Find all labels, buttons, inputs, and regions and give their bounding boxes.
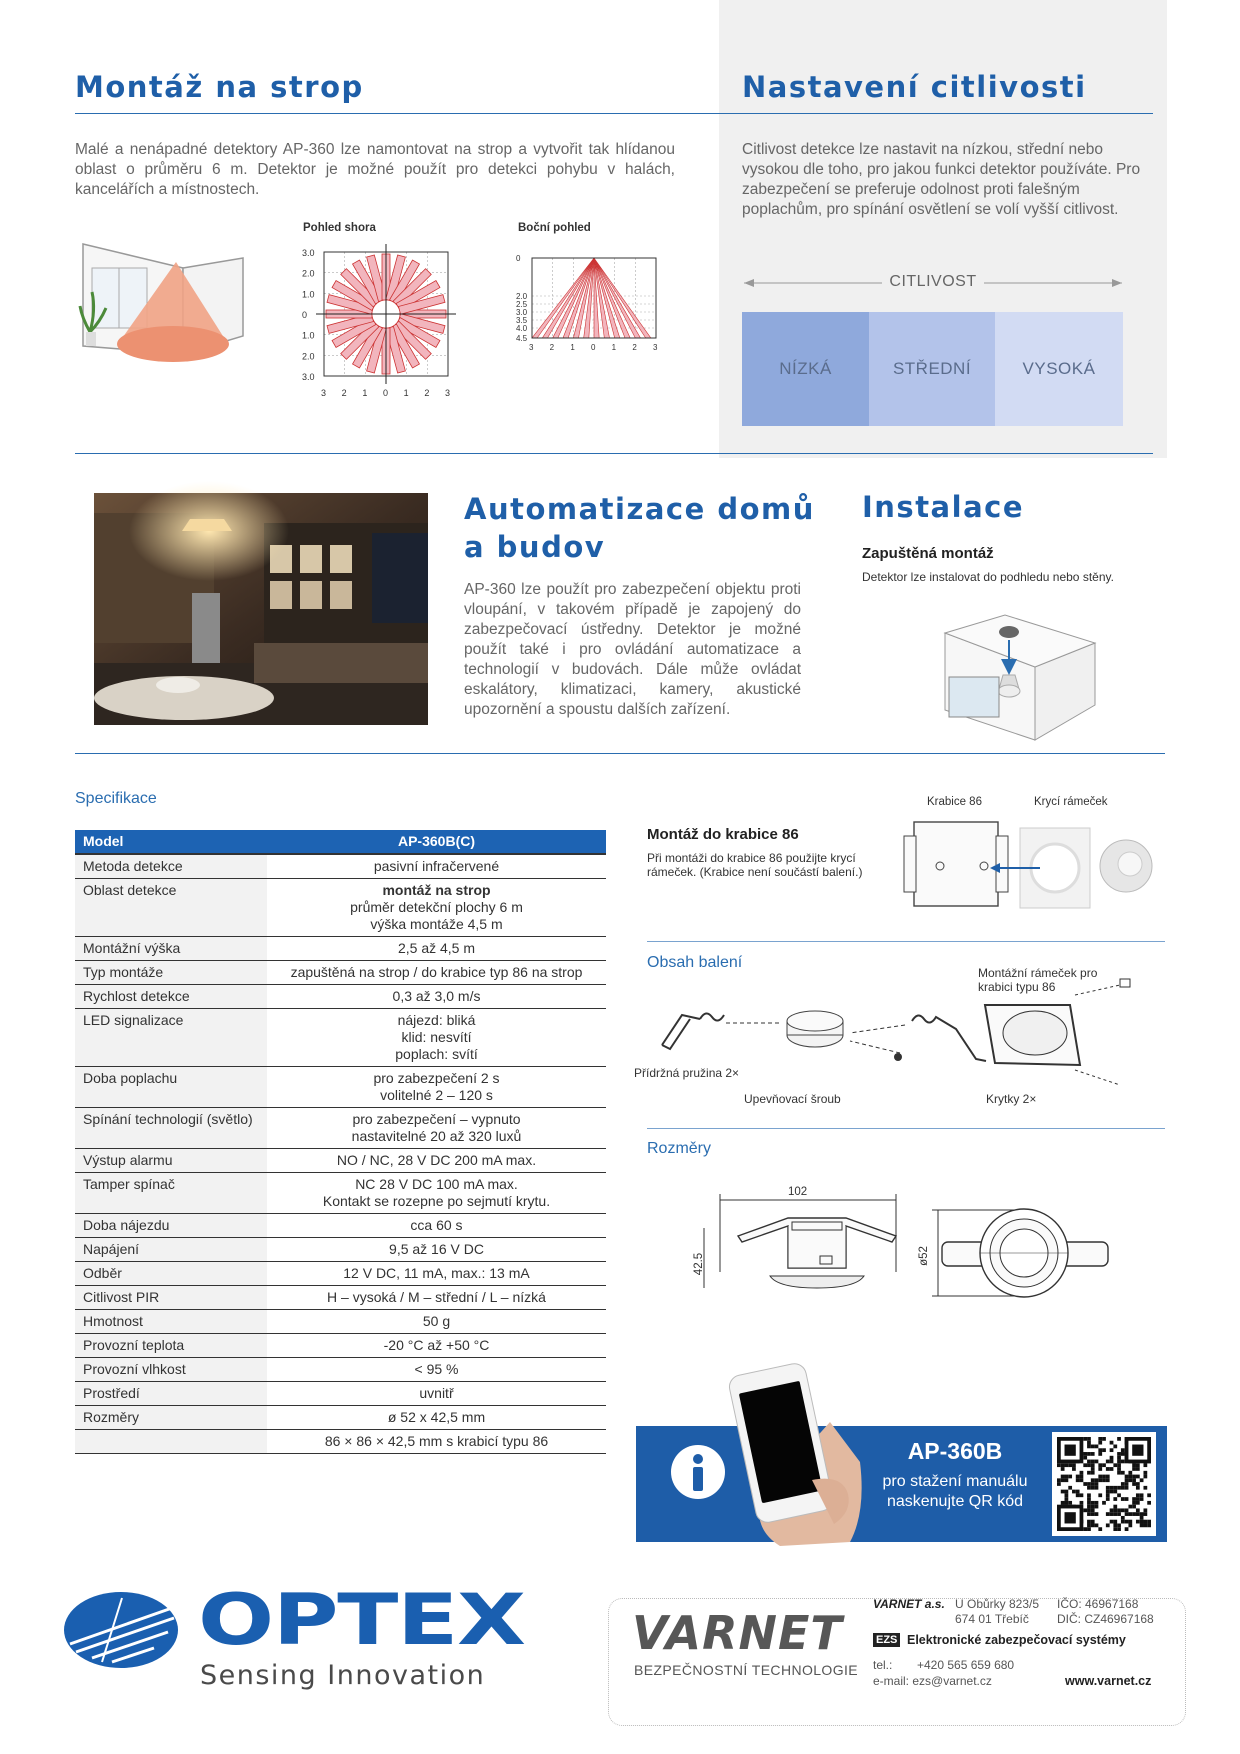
spec-value-line: průměr detekční plochy 6 m [350,899,523,915]
spec-value-line: pro zabezpečení 2 s [373,1070,500,1086]
spec-header-key: Model [75,830,267,854]
ezs-badge: EZS [873,1633,900,1647]
covers-label: Krytky 2× [986,1092,1037,1106]
recessed-mount-illustration [945,615,1105,745]
x-tick-label: 3 [445,388,451,398]
tel-label: tel.: [873,1658,893,1672]
y-tick-label: 0 [516,254,521,263]
spec-value-line: NO / NC, 28 V DC 200 mA max. [336,1152,537,1168]
phone-in-hand-image [720,1360,870,1550]
spec-row [75,1149,606,1173]
y-tick-label: 2.5 [516,300,528,309]
x-tick-label: 2 [424,388,430,398]
spec-row [75,854,606,879]
box86-label: Krabice 86 [927,796,982,808]
spec-row [75,1009,606,1067]
y-tick-label: 1.0 [302,330,315,341]
x-tick-label: 2 [549,343,555,352]
spec-key: Rozměry [75,1406,267,1430]
box86-text: Při montáži do krabice 86 použijte krycí rámeček. (Krabice není součástí balení.) [647,851,863,879]
install-subtitle: Zapuštěná montáž [862,545,994,562]
spec-value [267,937,606,961]
spec-key: Citlivost PIR [75,1286,267,1310]
install-title: Instalace [862,490,1024,524]
banner-text [866,1472,1044,1512]
spec-key [75,1430,267,1454]
spec-key: Spínání technologií (světlo) [75,1108,267,1149]
spec-row [75,1108,606,1149]
spec-row [75,1238,606,1262]
mount-title: Montáž na strop [75,70,364,104]
y-tick-label: 3.0 [516,308,528,317]
x-tick-label: 2 [341,388,347,398]
spec-row [75,1358,606,1382]
spec-value-line: klid: nesvítí [401,1029,472,1045]
spec-value [267,1238,606,1262]
spec-value-line: poplach: svítí [395,1046,478,1062]
y-tick-label: 2.0 [302,351,315,362]
y-tick-label: 3.0 [302,248,315,258]
spec-value-line: 12 V DC, 11 mA, max.: 13 mA [343,1265,530,1281]
banner-line2: naskenujte QR kód [886,1493,1024,1510]
x-tick-label: 0 [383,388,389,398]
x-tick-label: 1 [403,388,409,398]
sensitivity-low: NÍZKÁ [742,312,869,426]
x-tick-label: 2 [632,343,637,352]
spec-row [75,879,606,937]
tel-number[interactable]: +420 565 659 680 [917,1658,1015,1672]
varnet-company: VARNET a.s. [873,1597,945,1611]
email[interactable]: e-mail: ezs@varnet.cz [873,1674,992,1688]
spec-value-line: < 95 % [414,1361,459,1377]
y-tick-label: 4.0 [516,324,528,333]
top-view-label: Pohled shora [303,222,376,234]
spec-key: Montážní výška [75,937,267,961]
spec-key: Doba poplachu [75,1067,267,1108]
varnet-address-line1: U Obůrky 823/5 [955,1597,1040,1611]
spec-row [75,1262,606,1286]
mount-text: Malé a nenápadné detektory AP-360 lze namontovat na strop a vytvořit tak hlídanou oblast o průměru 6 m. Detektor je možné použít pro detekci pohybu v halách, kancelářích a místnostech. [75,141,675,198]
spec-value-line: H – vysoká / M – střední / L – nízká [327,1289,546,1305]
qr-code[interactable] [1052,1432,1156,1536]
y-tick-label: 0 [302,310,308,320]
optex-tagline: Sensing Innovation [200,1660,486,1691]
spec-value-line: nastavitelné 20 až 320 luxů [351,1128,522,1144]
automation-title-line2: a budov [464,530,606,564]
mounting-frame-label: Montážní rámeček pro krabici typu 86 [978,966,1098,994]
spec-value [267,1430,606,1454]
box86-illustration [900,814,1160,914]
spec-value-line: pro zabezpečení – vypnuto [352,1111,521,1127]
sensitivity-high: VYSOKÁ [995,312,1123,426]
side-view-chart [518,254,688,374]
varnet-address [955,1597,1039,1627]
spec-key: Provozní teplota [75,1334,267,1358]
spec-value [267,1286,606,1310]
y-tick-label: 3.5 [516,316,528,325]
spec-row [75,1406,606,1430]
smart-home-photo [94,493,428,725]
spec-value [267,985,606,1009]
automation-title [464,490,815,566]
spec-key: Oblast detekce [75,879,267,937]
spring-label: Přídržná pružina 2× [634,1066,740,1080]
spec-value [267,1009,606,1067]
optex-logo: OPTEX [198,1579,525,1661]
info-icon [670,1444,726,1500]
spec-key: Napájení [75,1238,267,1262]
top-view-chart [302,248,482,418]
varnet-address-line2: 674 01 Třebíč [955,1612,1029,1626]
box86-title: Montáž do krabice 86 [647,826,799,843]
side-dimension-drawing [690,1192,910,1302]
spec-value [267,1382,606,1406]
x-tick-label: 0 [591,343,596,352]
spec-row [75,1173,606,1214]
spec-value-line: 0,3 až 3,0 m/s [392,988,481,1004]
spec-value [267,1310,606,1334]
spec-row [75,1382,606,1406]
x-tick-label: 1 [362,388,368,398]
ezs-text: Elektronické zabezpečovací systémy [907,1633,1126,1647]
spec-value [267,1067,606,1108]
spec-value-line: montáž na strop [382,882,491,898]
spec-value-line: uvnitř [419,1385,454,1401]
spec-header-value: AP-360B(C) [267,830,606,854]
spec-value [267,1334,606,1358]
spec-row [75,1067,606,1108]
x-tick-label: 1 [570,343,575,352]
ceiling-mount-illustration [78,236,248,376]
spec-value-line: ø 52 x 42,5 mm [387,1409,486,1425]
frame-label: Krycí rámeček [1034,796,1108,808]
spec-key: Odběr [75,1262,267,1286]
spec-value [267,1262,606,1286]
banner-model: AP-360B [907,1438,1003,1464]
spec-key: Doba nájezdu [75,1214,267,1238]
qr-code-pattern [1057,1437,1151,1531]
spec-value-line: 50 g [422,1313,451,1329]
spec-row [75,1286,606,1310]
spec-key: Provozní vlhkost [75,1358,267,1382]
dim-diameter: ø52 [917,1246,930,1266]
spec-key: LED signalizace [75,1009,267,1067]
top-dimension-drawing [924,1198,1124,1308]
varnet-subtitle: BEZPEČNOSTNÍ TECHNOLOGIE [634,1662,859,1678]
divider [75,113,719,114]
package-title: Obsah balení [647,954,743,971]
spec-value [267,1214,606,1238]
spec-value-line: volitelné 2 – 120 s [380,1087,493,1103]
spec-value [267,1173,606,1214]
spec-value [267,961,606,985]
spec-value [267,854,606,879]
spec-row [75,985,606,1009]
spec-row [75,1430,606,1454]
varnet-dic: DIČ: CZ46967168 [1057,1612,1154,1626]
dims-title: Rozměry [647,1140,712,1157]
spec-key: Typ montáže [75,961,267,985]
varnet-ico: IČO: 46967168 [1057,1597,1139,1611]
varnet-logo: VARNET [632,1606,843,1660]
y-tick-label: 3.0 [302,372,315,382]
spec-key: Výstup alarmu [75,1149,267,1173]
x-tick-label: 3 [321,388,327,398]
x-tick-label: 1 [611,343,617,352]
automation-text: AP-360 lze použít pro zabezpečení objektu proti vloupání, v takovém případě je zapojený do zabezpečovací ústředny. Detektor je možné použít také i pro ovládání automatizace a technologií v budovách. Dále může ovládat eskalátory, klimatizaci, kamery, akustické upozornění a spoustu dalších zařízení. [464,581,801,718]
spec-value-line: NC 28 V DC 100 mA max. [355,1176,518,1192]
side-view-label: Boční pohled [518,222,591,234]
spec-key: Metoda detekce [75,854,267,879]
divider [647,941,1165,942]
spec-value [267,1406,606,1430]
divider [647,1128,1165,1129]
x-tick-label: 3 [653,343,658,352]
spec-row [75,1310,606,1334]
y-tick-label: 1.0 [302,289,315,300]
x-tick-label: 3 [529,343,534,352]
spec-value-line: pasivní infračervené [373,858,500,874]
sensitivity-title: Nastavení citlivosti [742,70,1087,104]
y-tick-label: 2.0 [302,268,315,279]
spec-key: Hmotnost [75,1310,267,1334]
website[interactable]: www.varnet.cz [1065,1674,1152,1688]
divider [75,753,1165,754]
spec-row [75,1214,606,1238]
banner-line1: pro stažení manuálu [882,1473,1028,1490]
spec-value [267,1149,606,1173]
spec-value [267,879,606,937]
dim-height: 42.5 [693,1252,706,1276]
spec-key: Tamper spínač [75,1173,267,1214]
y-tick-label: 4.5 [516,334,528,343]
y-tick-label: 2.0 [516,292,528,301]
spec-value-line: zapuštěná na strop / do krabice typ 86 na strop [290,964,583,980]
sensitivity-axis-label: CITLIVOST [889,273,977,290]
spec-row [75,1334,606,1358]
spec-value-line: 86 × 86 × 42,5 mm s krabicí typu 86 [324,1433,549,1449]
spec-key: Rychlost detekce [75,985,267,1009]
spec-value [267,1358,606,1382]
spec-table [75,830,606,1454]
spec-row [75,937,606,961]
spec-title: Specifikace [75,790,157,807]
dim-width: 102 [788,1186,808,1198]
spec-value-line: Kontakt se rozepne po sejmutí krytu. [322,1193,551,1209]
automation-title-line1: Automatizace domů [464,492,815,526]
screw-label: Upevňovací šroub [744,1092,841,1106]
spec-value-line: výška montáže 4,5 m [370,916,503,932]
spec-header-row [75,830,606,854]
divider [719,113,1153,114]
spec-row [75,961,606,985]
spec-value-line: -20 °C až +50 °C [383,1337,490,1353]
spec-value [267,1108,606,1149]
spec-value-line: cca 60 s [410,1217,463,1233]
spec-key: Prostředí [75,1382,267,1406]
install-text: Detektor lze instalovat do podhledu nebo stěny. [862,570,1114,584]
spec-value-line: 9,5 až 16 V DC [389,1241,484,1257]
divider [75,453,1153,454]
optex-globe-icon [62,1590,180,1670]
spec-value-line: 2,5 až 4,5 m [397,940,476,956]
spec-value-line: nájezd: bliká [397,1012,476,1028]
sensitivity-medium: STŘEDNÍ [869,312,995,426]
varnet-ids [1057,1597,1154,1627]
sensitivity-text: Citlivost detekce lze nastavit na nízkou, střední nebo vysokou dle toho, pro jakou funkci detektor používáte. Pro zabezpečení se preferuje odolnost proti falešným poplachům, pro spínání osvětlení se volí vyšší citlivost. [742,141,1141,218]
